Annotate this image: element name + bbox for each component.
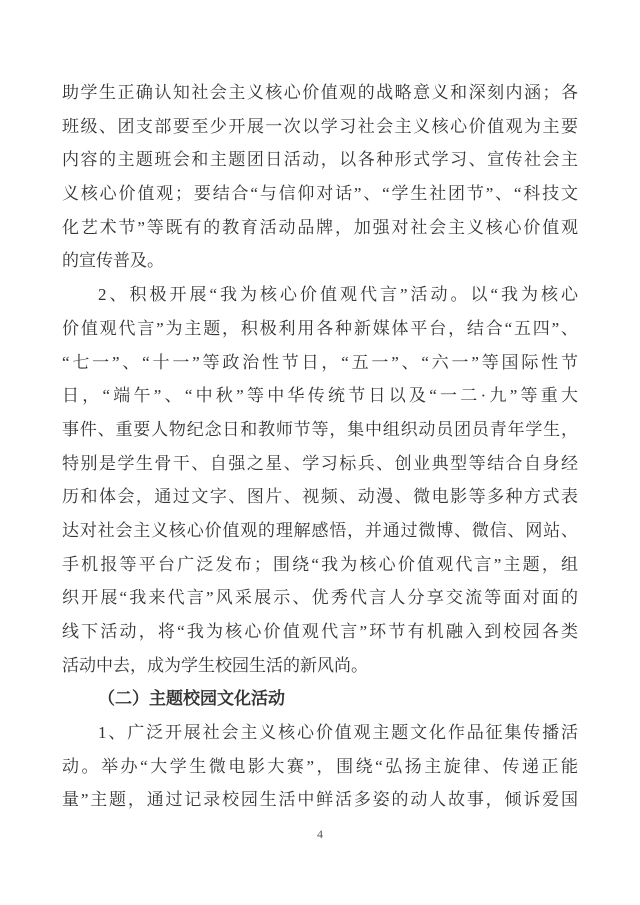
text-line: 2、积极开展“我为核心价值观代言”活动。以“我为核心 <box>98 285 578 305</box>
text-line: 事件、重要人物纪念日和教师节等，集中组织动员团员青年学生， <box>62 419 578 439</box>
text-line: 历和体会，通过文字、图片、视频、动漫、微电影等多种方式表 <box>62 487 578 507</box>
text-line: 价值观代言”为主题，积极利用各种新媒体平台，结合“五四”、 <box>62 318 578 338</box>
text-line: 达对社会主义核心价值观的理解感悟，并通过微博、微信、网站、 <box>62 520 578 540</box>
text-line: 动。举办“大学生微电影大赛”，围绕“弘扬主旋律、传递正能 <box>62 756 578 776</box>
section-heading: （二）主题校园文化活动 <box>98 689 285 709</box>
text-line: 活动中去，成为学生校园生活的新风尚。 <box>62 655 368 675</box>
text-line: 日，“端午”、“中秋”等中华传统节日以及“一二·九”等重大 <box>62 386 578 406</box>
text-line: 助学生正确认知社会主义核心价值观的战略意义和深刻内涵；各 <box>62 83 578 102</box>
text-line: 内容的主题班会和主题团日活动，以各种形式学习、宣传社会主 <box>62 150 578 170</box>
text-line: 的宣传普及。 <box>62 251 164 271</box>
page-number: 4 <box>317 827 323 841</box>
text-line: 化艺术节”等既有的教育活动品牌，加强对社会主义核心价值观 <box>62 217 578 237</box>
text-line: “七一”、“十一”等政治性节日，“五一”、“六一”等国际性节 <box>62 352 578 372</box>
text-line: 特别是学生骨干、自强之星、学习标兵、创业典型等结合自身经 <box>62 453 578 473</box>
text-line: 1、广泛开展社会主义核心价值观主题文化作品征集传播活 <box>98 723 578 743</box>
text-line: 手机报等平台广泛发布；围绕“我为核心价值观代言”主题，组 <box>62 554 578 574</box>
page-body <box>62 76 578 817</box>
text-line: 线下活动，将“我为核心价值观代言”环节有机融入到校园各类 <box>62 622 578 641</box>
text-line: 义核心价值观；要结合“与信仰对话”、“学生社团节”、“科技文 <box>62 184 578 204</box>
text-line: 量”主题，通过记录校园生活中鲜活多姿的动人故事，倾诉爱国 <box>62 790 578 810</box>
text-line: 织开展“我来代言”风采展示、优秀代言人分享交流等面对面的 <box>62 588 578 608</box>
text-line: 班级、团支部要至少开展一次以学习社会主义核心价值观为主要 <box>62 116 578 136</box>
